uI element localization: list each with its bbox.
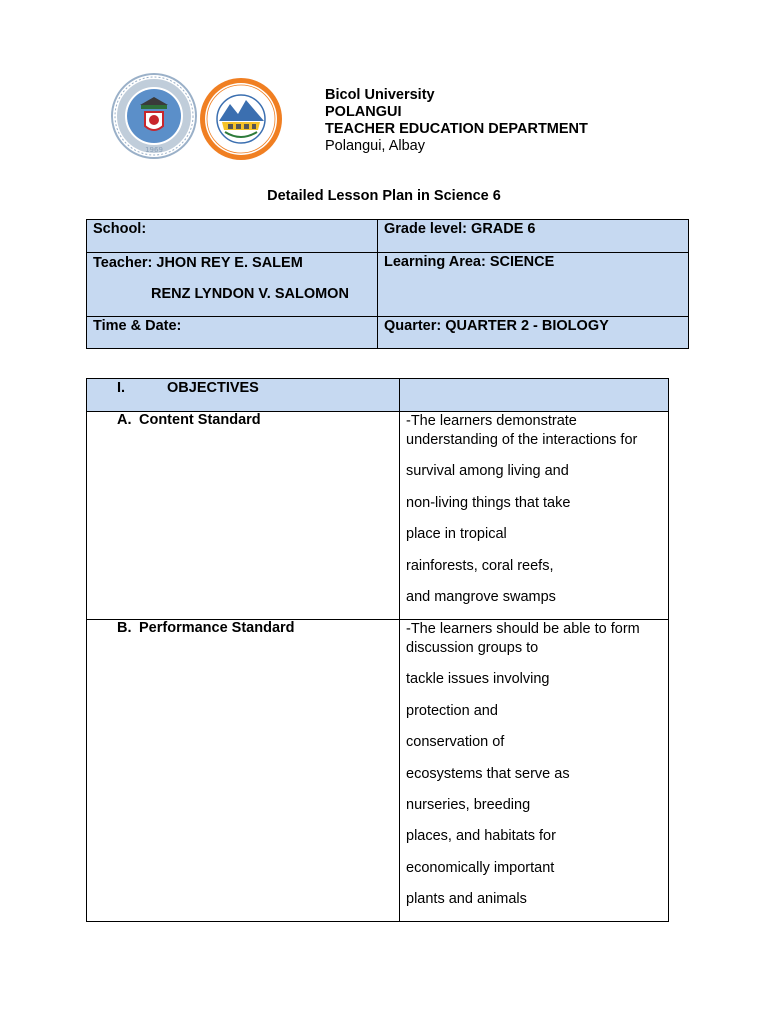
performance-standard-line: plants and animals: [406, 891, 527, 908]
seal-year: 1969: [145, 146, 163, 154]
content-standard-line: rainforests, coral reefs,: [406, 557, 554, 574]
table-row: [87, 317, 689, 349]
teacher-label: Teacher: JHON REY E. SALEM: [93, 255, 303, 271]
campus-name: POLANGUI: [325, 104, 402, 120]
time-date-cell: [87, 317, 378, 349]
address: Polangui, Albay: [325, 138, 425, 154]
objectives-header-empty-cell: [400, 379, 669, 412]
table-row: [87, 253, 689, 317]
performance-standard-line: protection and: [406, 702, 498, 719]
content-standard-line: place in tropical: [406, 526, 507, 543]
content-standard-text-cell: [400, 412, 669, 620]
bicol-university-seal-icon: [110, 72, 198, 160]
content-standard-letter: A.: [117, 412, 132, 428]
performance-standard-label-cell: [87, 620, 400, 922]
document-title: Detailed Lesson Plan in Science 6: [267, 188, 501, 204]
performance-standard-line: conservation of: [406, 734, 505, 751]
table-row: [87, 412, 669, 620]
performance-standard-line: economically important: [406, 859, 555, 876]
institution-header: [325, 87, 588, 155]
teacher-cell: [87, 253, 378, 317]
performance-standard-line: tackle issues involving: [406, 671, 550, 688]
header-logos: [110, 72, 290, 164]
content-standard-line: and mangrove swamps: [406, 588, 556, 605]
content-standard-label-cell: [87, 412, 400, 620]
performance-standard-line: ecosystems that serve as: [406, 765, 570, 782]
time-date-label: Time & Date:: [93, 318, 182, 334]
objectives-heading-cell: [87, 379, 400, 412]
performance-standard-line: nurseries, breeding: [406, 796, 531, 813]
performance-standard-line: -The learners should be able to form: [406, 621, 640, 637]
bicol-university-polangui-seal-icon: [198, 76, 284, 162]
department-name: TEACHER EDUCATION DEPARTMENT: [325, 121, 588, 137]
school-cell: [87, 220, 378, 253]
grade-level-cell: [378, 220, 689, 253]
performance-standard-text-cell: [400, 620, 669, 922]
quarter-label: Quarter: QUARTER 2 - BIOLOGY: [384, 318, 609, 334]
school-label: School:: [93, 221, 147, 237]
section-number: I.: [117, 380, 126, 396]
learning-area-cell: [378, 253, 689, 317]
learning-area-label: Learning Area: SCIENCE: [384, 254, 555, 270]
objectives-header-row: [87, 379, 669, 412]
teacher2-label: RENZ LYNDON V. SALOMON: [151, 286, 349, 302]
content-standard-line: non-living things that take: [406, 494, 571, 511]
content-standard-line: survival among living and: [406, 463, 569, 480]
table-row: [87, 220, 689, 253]
performance-standard-letter: B.: [117, 620, 132, 636]
performance-standard-line: discussion groups to: [406, 640, 539, 656]
objectives-table: [86, 378, 669, 922]
content-standard-line: understanding of the interactions for: [406, 432, 638, 448]
table-row: [87, 620, 669, 922]
grade-level-label: Grade level: GRADE 6: [384, 221, 536, 237]
content-standard-line: -The learners demonstrate: [406, 413, 577, 429]
lesson-info-table: [86, 219, 689, 349]
performance-standard-line: places, and habitats for: [406, 828, 556, 845]
university-name: Bicol University: [325, 87, 435, 103]
quarter-cell: [378, 317, 689, 349]
performance-standard-label: Performance Standard: [139, 620, 295, 636]
content-standard-label: Content Standard: [139, 412, 261, 428]
section-title: OBJECTIVES: [167, 380, 259, 396]
